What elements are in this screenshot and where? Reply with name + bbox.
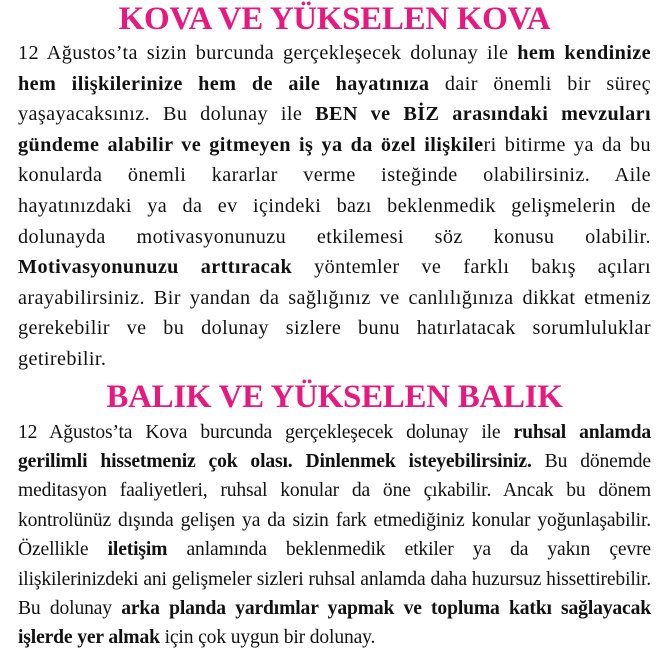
body-text: için çok uygun bir dolunay. bbox=[159, 627, 376, 649]
section-body-balik bbox=[18, 418, 651, 653]
body-text: Bu dönemde meditasyon faaliyetleri, ruhsal konular da öne çıkabilir. Ancak bu dönem kontrolünüz dışında gelişen ya da sizin fark etmediğiniz konular yoğunlaşabilir. Özellikle bbox=[18, 450, 651, 561]
section-title-kova: KOVA VE YÜKSELEN KOVA bbox=[118, 1, 551, 37]
emphasis-text: ruhsal anlamda gerilimli hissetmeniz çok olası. Dinlenmek isteyebilirsiniz. bbox=[18, 421, 651, 472]
section-title-balik: BALIK VE YÜKSELEN BALIK bbox=[106, 378, 563, 415]
body-text: 12 Ağustos’ta sizin burcunda gerçekleşecek dolunay ile bbox=[18, 42, 518, 64]
body-text: ri bitirme ya da bu konularda önemli kararlar verme isteğinde olabilirsiniz. Aile hayatınızdaki ya da ev içindeki bazı beklenmedik gelişmelerin de dolunayda motivasyonunuzu etkilemesi söz konusu olabilir. bbox=[18, 133, 651, 248]
body-text: dair önemli bir süreç yaşayacaksınız. Bu dolunay ile bbox=[18, 72, 651, 126]
body-text: anlamında beklenmedik etkiler ya da yakın çevre ilişkilerinizdeki ani gelişmeler sizleri ruhsal anlamda daha huzursuz hissettirebilir. Bu dolunay bbox=[18, 539, 651, 619]
body-text: 12 Ağustos’ta Kova burcunda gerçekleşecek dolunay ile bbox=[18, 421, 514, 443]
section-body-kova bbox=[18, 38, 651, 375]
body-text: yöntemler ve farklı bakış açıları arayabilirsiniz. Bir yandan da sağlığınız ve canlılığınıza dikkat etmeniz gerekebilir ve bu dolunay sizlere bunu hatırlatacak sorumluluklar getirebilir. bbox=[18, 256, 651, 370]
emphasis-text: hem kendinize hem ilişkilerinize hem de aile hayatınıza bbox=[18, 42, 652, 95]
emphasis-text: BEN ve BİZ arasındaki mevzuları gündeme alabilir ve gitmeyen iş ya da özel ilişkile bbox=[18, 103, 651, 156]
emphasis-text: arka planda yardımlar yapmak ve topluma katkı sağlayacak işlerde yer almak bbox=[18, 597, 651, 649]
emphasis-text: iletişim bbox=[107, 539, 168, 561]
emphasis-text: Motivasyonunuzu arttıracak bbox=[18, 256, 293, 279]
